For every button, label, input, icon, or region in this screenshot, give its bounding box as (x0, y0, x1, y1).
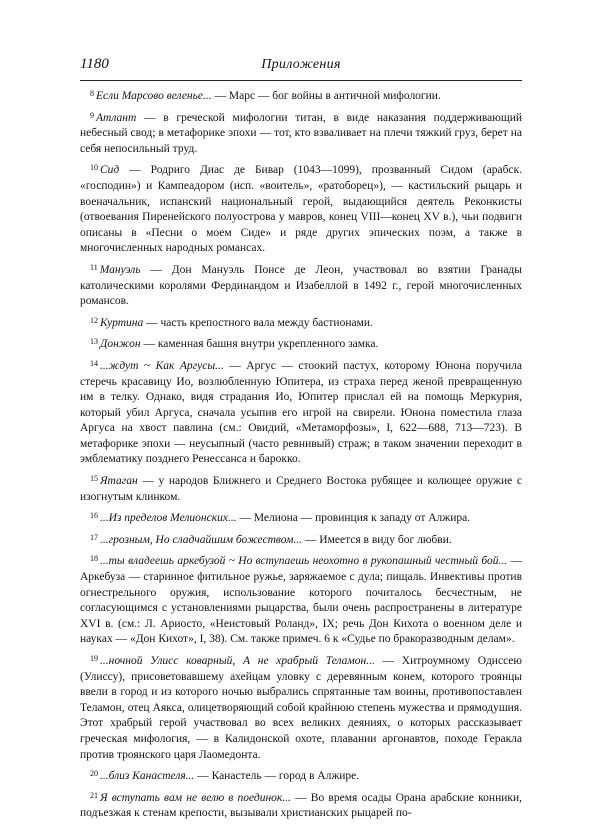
note-text: — часть крепостного вала между бастионами. (143, 316, 373, 329)
note-number: 19 (90, 654, 98, 663)
endnote-10 (80, 160, 522, 257)
note-headword: Куртина (100, 316, 144, 329)
note-text: — Дон Мануэль Понсе де Леон, участвовал во взятии Гранады католическими королями Фердинандом и Изабеллой в 1492 г., герой многочисленных романсов. (80, 263, 522, 308)
endnote-12 (80, 313, 522, 332)
note-number: 11 (90, 262, 98, 272)
endnote-16 (80, 508, 522, 527)
page-number: 1180 (80, 56, 109, 72)
endnote-11 (80, 260, 522, 310)
note-number: 16 (90, 511, 98, 521)
endnote-15 (80, 471, 522, 505)
note-headword: ...грозным, Но сладчайшим божеством... (100, 533, 303, 546)
note-number: 12 (90, 315, 98, 325)
note-number: 13 (90, 337, 98, 347)
note-text: — каменная башня внутри укрепленного замка. (140, 338, 379, 351)
endnote-8 (80, 86, 522, 105)
note-text: — Родриго Диас де Бивар (1043—1099), прозванный Сидом (арабск. «господин») и Кампеадором (исп. «воитель», «ратоборец»), — кастильский рыцарь и военачальник, испанский национальный герой, выдающийся деятель Реконкисты (отвоевания Пиренейского полуострова у мавров, конец VIII—конец XV в.), чьи подвиги описаны в «Песни о моем Сиде» и ряде других эпических поэм, а также в многочисленных народных романсах. (80, 164, 522, 255)
note-number: 14 (90, 358, 98, 368)
endnote-18 (80, 551, 522, 648)
note-headword: Я вступать вам не велю в поединок... (100, 791, 291, 804)
note-text: — Хитроумному Одиссею (Улиссу), присоветовавшему ахейцам уловку с деревянным конем, которого троянцы ввели в город и из которого ночью выбрались спрятанные там воины, противопоставлен Теламон, отец Аякса, олицетворяющий собой крайнюю степень мужества и прямодушия. Этот храбрый герой участвовал во всех великих деяниях, о которых рассказывает греческая мифология, — в Калидонской охоте, плавании аргонавтов, походе Геракла против троянского царя Лаомедонта. (80, 655, 523, 761)
endnote-21 (80, 788, 522, 822)
note-headword: Мануэль (99, 263, 141, 276)
endnote-19 (80, 651, 522, 763)
note-headword: Сид (100, 164, 120, 177)
note-headword: ...ждут ~ Как Аргусы... (100, 359, 224, 372)
header-rule (80, 80, 522, 81)
note-text: — Мелиона — провинция к западу от Алжира. (236, 512, 471, 525)
note-headword: Если Марсово веленье... (96, 90, 212, 102)
note-number: 20 (90, 769, 98, 779)
running-title: Приложения (261, 57, 341, 72)
endnote-14 (80, 356, 522, 468)
note-text: — Имеется в виду бог любви. (302, 533, 452, 546)
note-number: 21 (90, 790, 98, 800)
note-text: — у народов Ближнего и Среднего Востока рубящее и колющее оружие с изогнутым клинком. (80, 475, 522, 503)
note-headword: ...Из пределов Мелионских... (100, 512, 237, 525)
endnotes-list (80, 86, 522, 825)
endnote-9 (80, 108, 522, 158)
note-headword: Атлант (96, 111, 137, 124)
note-number: 10 (90, 163, 98, 173)
note-number: 9 (90, 110, 94, 120)
note-headword: ...близ Канастеля... (100, 770, 195, 783)
note-number: 15 (90, 474, 98, 484)
note-number: 8 (90, 89, 94, 98)
note-headword: Донжон (100, 338, 141, 351)
note-text: — Канастель — город в Алжире. (194, 770, 360, 783)
note-text: — Во время осады Орана арабские конники, подъезжая к стенам крепости, вызывали христианских рыцарей по- (80, 791, 522, 820)
note-headword: ...ты владеешь аркебузой ~ Но вступаешь неохотно в рукопашный честный бой... (100, 555, 508, 568)
endnote-13 (80, 334, 522, 353)
note-headword: Ятаган (100, 475, 138, 488)
note-text: — Марс — бог войны в античной мифологии. (211, 90, 441, 102)
note-text: — Аргус — стоокий пастух, которому Юнона поручила стеречь красавицу Ио, возлюбленную Юпитера, из страха перед женой превращенную им в телку. Однако, видя страдания Ио, Юпитер прислал ей на помощь Меркурия, который убил Аргуса, сначала усыпив его игрой на свирели. Юнона поместила глаза Аргуса на хвост павлина (см.: Овидий, «Метаморфозы», I, 622—688, 713—723). В метафорике эпохи — неусыпный (часто ревнивый) страж; в таком значении переходит в эмблематику позднего Ренессанса и барокко. (80, 359, 522, 466)
endnote-17 (80, 530, 522, 549)
page-header (80, 50, 522, 76)
endnote-20 (80, 766, 522, 785)
note-number: 17 (90, 532, 98, 542)
note-number: 18 (90, 554, 98, 564)
note-text: — Аркебуза — старинное фитильное ружье, заряжаемое с дула; пищаль. Инвективы против огнестрельного оружия, использование которого почиталось бесчестным, не согласующимся с установлениями рыцарства, были очень распространены в литературе XVI в. (см.: Л. Ариосто, «Неистовый Роланд», IX; речь Дон Кихота о военном деле и науках — «Дон Кихот», I, 38). См. также примеч. 6 к «Судье по бракоразводным делам». (80, 555, 522, 646)
note-headword: ...ночной Улисс коварный, А не храбрый Теламон... (100, 655, 375, 667)
note-text: — в греческой мифологии титан, в виде наказания поддерживающий небесный свод; в метафорике эпохи — тот, кто взваливает на плечи тяжкий груз, берет на себя непосильный труд. (80, 111, 522, 155)
